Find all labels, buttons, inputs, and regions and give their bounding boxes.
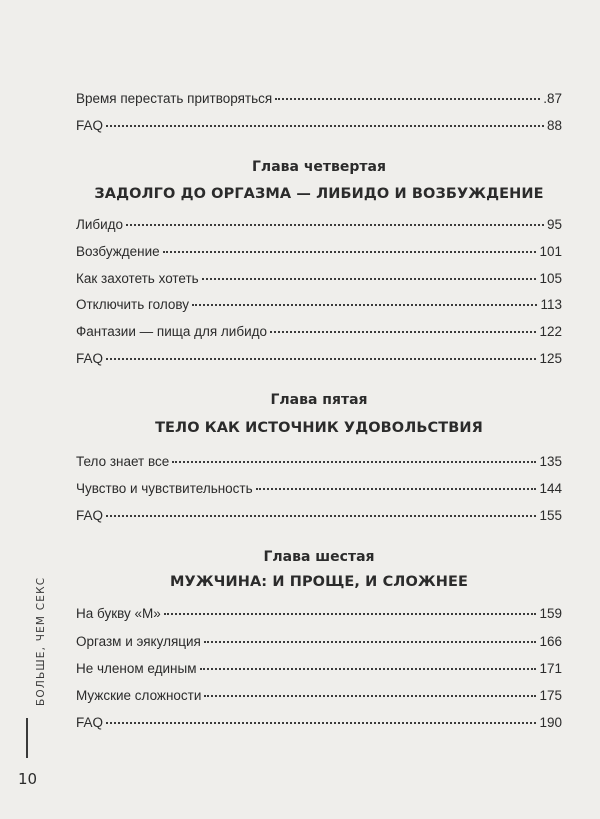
toc-entry bbox=[76, 216, 562, 234]
toc-entry bbox=[76, 323, 562, 341]
dot-leader bbox=[204, 641, 537, 643]
running-book-title: БОЛЬШЕ, ЧЕМ СЕКС bbox=[35, 576, 47, 706]
toc-entry-title: Не членом единым bbox=[76, 661, 197, 676]
side-divider bbox=[26, 718, 28, 758]
toc-entry bbox=[76, 350, 562, 368]
toc-entry-title: Чувство и чувствительность bbox=[76, 481, 253, 496]
dot-leader bbox=[172, 461, 536, 463]
dot-leader bbox=[192, 304, 537, 306]
toc-entry bbox=[76, 507, 562, 525]
toc-entry-page: 122 bbox=[539, 324, 562, 339]
toc-entry-page: 144 bbox=[539, 481, 562, 496]
chapter-label: Глава четвертая bbox=[252, 159, 386, 175]
toc-entry-page: 190 bbox=[539, 715, 562, 730]
toc-entry-title: Возбуждение bbox=[76, 244, 160, 259]
toc-entry bbox=[76, 453, 562, 471]
toc-entry bbox=[76, 296, 562, 314]
chapter-label: Глава шестая bbox=[263, 549, 375, 565]
dot-leader bbox=[204, 695, 536, 697]
toc-entry-page: 135 bbox=[539, 454, 562, 469]
toc-entry bbox=[76, 117, 562, 135]
chapter-title: ТЕЛО КАК ИСТОЧНИК УДОВОЛЬСТВИЯ bbox=[155, 420, 483, 436]
toc-entry bbox=[76, 270, 562, 288]
toc-entry-title: Время перестать притворяться bbox=[76, 91, 273, 106]
toc-entry-title: На букву «М» bbox=[76, 606, 161, 621]
toc-entry-page: .87 bbox=[543, 91, 562, 106]
dot-leader bbox=[106, 515, 536, 517]
dot-leader bbox=[126, 224, 544, 226]
toc-entry-title: Фантазии — пища для либидо bbox=[76, 324, 267, 339]
dot-leader bbox=[106, 125, 544, 127]
page-number: 10 bbox=[18, 770, 38, 788]
dot-leader bbox=[164, 613, 537, 615]
toc-entry-title: Как захотеть хотеть bbox=[76, 271, 199, 286]
toc-entry-page: 113 bbox=[540, 297, 562, 312]
toc-entry-title: Либидо bbox=[76, 217, 124, 232]
dot-leader bbox=[202, 278, 537, 280]
toc-entry-page: 95 bbox=[546, 217, 562, 232]
dot-leader bbox=[106, 722, 536, 724]
toc-entry-title: Отключить голову bbox=[76, 297, 189, 312]
toc-entry bbox=[76, 660, 562, 678]
dot-leader bbox=[106, 358, 536, 360]
dot-leader bbox=[256, 488, 537, 490]
toc-entry-page: 171 bbox=[539, 661, 562, 676]
toc-entry bbox=[76, 90, 562, 108]
dot-leader bbox=[200, 668, 537, 670]
toc-entry-title: Тело знает все bbox=[76, 454, 170, 469]
toc-entry bbox=[76, 605, 562, 623]
toc-entry-title: Оргазм и эякуляция bbox=[76, 634, 201, 649]
toc-entry-title: Мужские сложности bbox=[76, 688, 202, 703]
chapter-label: Глава пятая bbox=[270, 392, 368, 408]
chapter-title: ЗАДОЛГО ДО ОРГАЗМА — ЛИБИДО И ВОЗБУЖДЕНИЕ bbox=[94, 186, 544, 202]
toc-entry bbox=[76, 633, 562, 651]
toc-entry-title: FAQ bbox=[76, 715, 104, 730]
toc-entry-page: 125 bbox=[539, 351, 562, 366]
toc-entry-title: FAQ bbox=[76, 351, 104, 366]
toc-entry-page: 166 bbox=[539, 634, 562, 649]
dot-leader bbox=[163, 251, 537, 253]
toc-entry-title: FAQ bbox=[76, 508, 104, 523]
toc-entry-page: 159 bbox=[539, 606, 562, 621]
toc-entry-page: 101 bbox=[539, 244, 562, 259]
toc-entry bbox=[76, 687, 562, 705]
toc-entry bbox=[76, 714, 562, 732]
dot-leader bbox=[275, 98, 540, 100]
toc-entry bbox=[76, 480, 562, 498]
toc-entry-page: 175 bbox=[539, 688, 562, 703]
toc-entry-page: 155 bbox=[539, 508, 562, 523]
dot-leader bbox=[270, 331, 536, 333]
toc-entry-page: 88 bbox=[546, 118, 562, 133]
chapter-title: МУЖЧИНА: И ПРОЩЕ, И СЛОЖНЕЕ bbox=[170, 574, 468, 590]
toc-entry bbox=[76, 243, 562, 261]
toc-entry-page: 105 bbox=[539, 271, 562, 286]
toc-entry-title: FAQ bbox=[76, 118, 104, 133]
